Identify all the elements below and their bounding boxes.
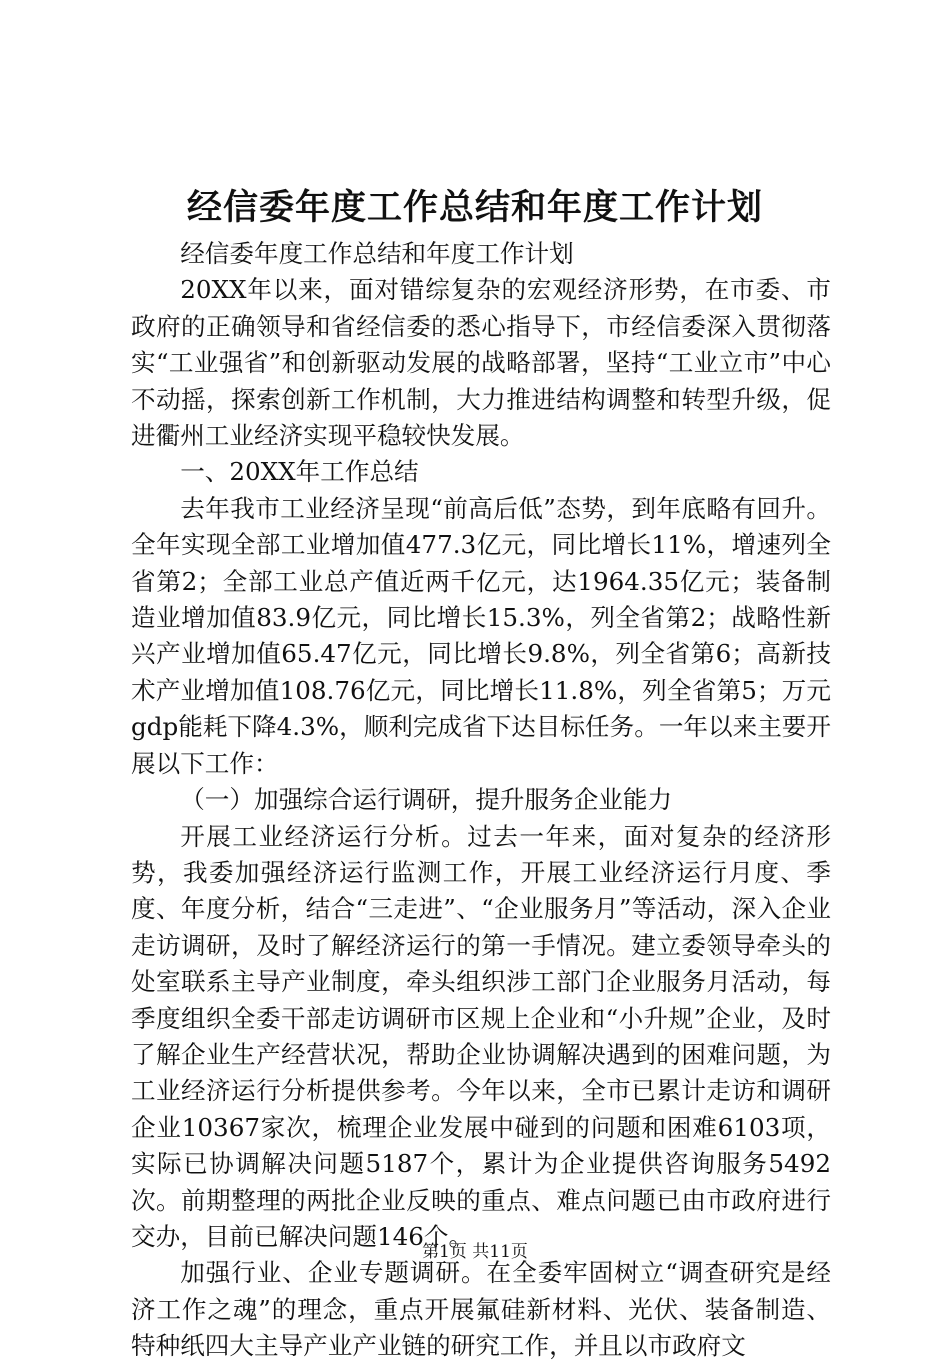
section-heading-summary: 一、20XX年工作总结	[180, 457, 419, 487]
paragraph-operation-analysis: 开展工业经济运行分析。过去一年来，面对复杂的经济形势，我委加强经济运行监测工作，开展工业经济运行月度、季度、年度分析，结合“三走进”、“企业服务月”等活动，深入企业走访调研，及时了解经济运行的第一手情况。建立委领导牵头的处室联系主导产业制度，牵头组织涉工部门企业服务月活动，每季度组织全委干部走访调研市区规上企业和“小升规”企业，及时了解企业生产经营状况，帮助企业协调解决遇到的困难问题，为工业经济运行分析提供参考。今年以来，全市已累计走访和调研企业10367家次，梳理企业发展中碰到的问题和困难6103项，实际已协调解决问题5187个，累计为企业提供咨询服务5492次。前期整理的两批企业反映的重点、难点问题已由市政府进行交办，目前已解决问题146个。	[131, 821, 831, 1251]
paragraph-economy-overview: 去年我市工业经济呈现“前高后低”态势，到年底略有回升。全年实现全部工业增加值477.3亿元，同比增长11%，增速列全省第2；全部工业总产值近两千亿元，达1964.35亿元；装备制造业增加值83.9亿元，同比增长15.3%，列全省第2；战略性新兴产业增加值65.47亿元，同比增长9.8%，列全省第6；高新技术产业增加值108.76亿元，同比增长11.8%，列全省第5；万元gdp能耗下降4.3%，顺利完成省下达目标任务。一年以来主要开展以下工作：	[131, 493, 831, 778]
paragraph-industry-research: 加强行业、企业专题调研。在全委牢固树立“调查研究是经济工作之魂”的理念，重点开展氟硅新材料、光伏、装备制造、特种纸四大主导产业产业链的研究工作，并且以市政府文	[131, 1258, 831, 1361]
subsection-heading-1: （一）加强综合运行调研，提升服务企业能力	[180, 785, 673, 815]
paragraph-intro: 20XX年以来，面对错综复杂的宏观经济形势，在市委、市政府的正确领导和省经信委的悉心指导下，市经信委深入贯彻落实“工业强省”和创新驱动发展的战略部署，坚持“工业立市”中心不动摇，探索创新工作机制，大力推进结构调整和转型升级，促进衢州工业经济实现平稳较快发展。	[131, 275, 831, 451]
page-footer: 第1页 共11页	[422, 1242, 528, 1262]
paragraph-subtitle: 经信委年度工作总结和年度工作计划	[180, 239, 574, 268]
document-title: 经信委年度工作总结和年度工作计划	[186, 187, 763, 228]
document-body	[131, 236, 831, 1365]
